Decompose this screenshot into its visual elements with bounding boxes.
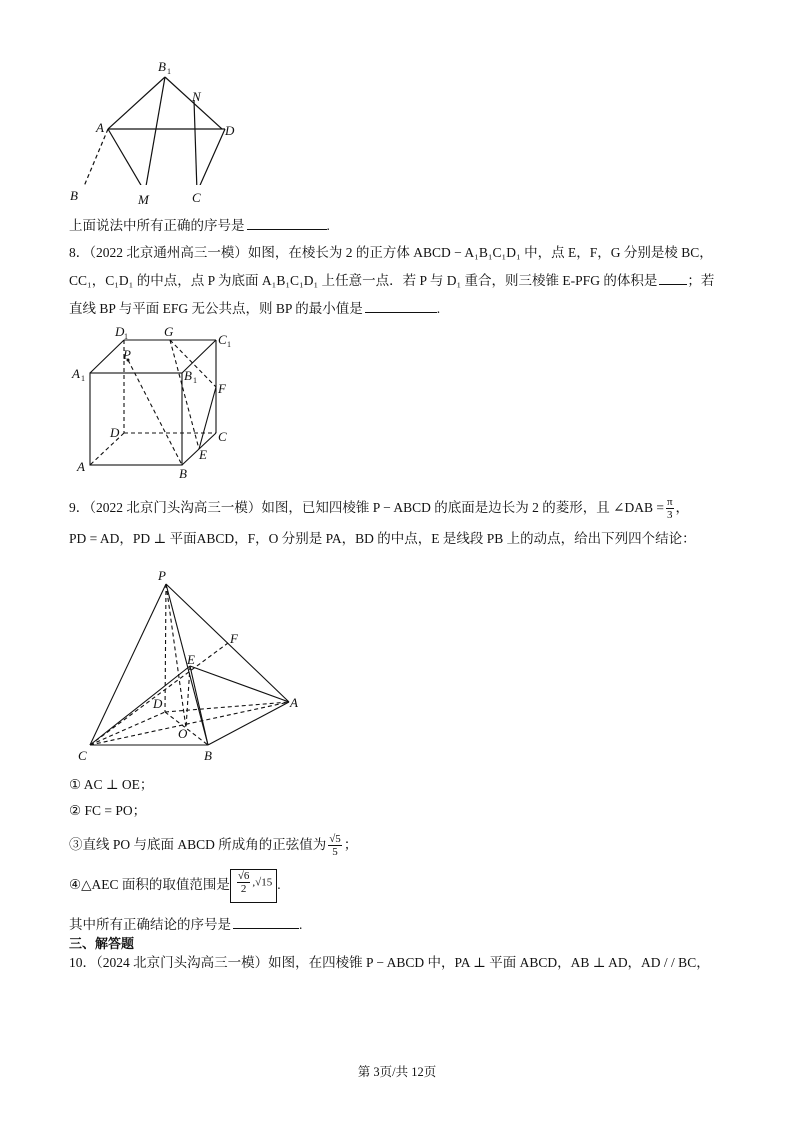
figure-q7-bottom-labels	[60, 180, 260, 210]
label-E: E	[187, 652, 195, 667]
label-M: M	[138, 192, 149, 207]
q9-line-1: 9．（2022 北京门头沟高三一模）如图，已知四棱锥 P − ABCD 的底面是边长为 2 的菱形，且 ∠DAB = $\frac{\pi}{3}$ ，	[69, 496, 689, 522]
label-G: G	[164, 324, 174, 339]
label-P: P	[158, 568, 166, 583]
q9-line-2: PD = AD，PD ⊥ 平面ABCD，F，O 分别是 PA，BD 的中点，E 是线段 PB 上的动点，给出下列四个结论：	[69, 531, 696, 546]
section-heading: 三、解答题	[69, 936, 135, 951]
label-A1: A	[72, 366, 80, 381]
label-B: B	[204, 748, 212, 763]
label-C: C	[78, 748, 87, 763]
fraction-sqrt5-over-5: $\frac{√5}{5}$	[329, 833, 341, 859]
q9-answer-blank[interactable]	[233, 916, 299, 929]
fraction-sqrt6-over-2: $\frac{√6}{2}$	[237, 869, 250, 895]
label-C1: C	[218, 332, 227, 347]
page-footer: 第 3页/共 12页	[357, 1065, 437, 1079]
label-C: C	[218, 429, 227, 444]
label-A: A	[290, 695, 298, 710]
label-D1: D	[115, 324, 125, 339]
q9-conclusion-3: ③直线 PO 与底面 ABCD 所成角的正弦值为 $\frac{√5}{5}$ ；	[69, 833, 358, 859]
q9-conclusion-4: ④△AEC 面积的取值范围是 $\frac{√6}{2}$ ,√15 .	[69, 866, 281, 904]
label-P: P	[123, 347, 131, 362]
interval-bracket: $\frac{√6}{2}$ ,√15	[230, 869, 277, 903]
label-B: B	[70, 188, 78, 203]
label-D: D	[225, 123, 235, 138]
label-B1-sub: 1	[167, 67, 171, 76]
label-B1: B	[158, 59, 166, 74]
label-D1-sub: 1	[124, 332, 128, 341]
label-A: A	[96, 120, 104, 135]
q7-answer-blank[interactable]	[247, 217, 327, 230]
q8-line-2: CC₁，C₁D₁ 的中点，点 P 为底面 A₁B₁C₁D₁ 上任意一点．若 P 与 D₁ 重合，则三棱锥 E-PFG 的体积是 ；若	[69, 273, 715, 288]
figure-q8-cube	[60, 322, 260, 482]
label-B1: B	[184, 368, 192, 383]
label-F: F	[218, 381, 226, 396]
q7-answer-line: 上面说法中所有正确的序号是 .	[69, 218, 330, 233]
q8-line-3: 直线 BP 与平面 EFG 无公共点，则 BP 的最小值是 .	[69, 301, 441, 316]
label-B1-sub: 1	[193, 376, 197, 385]
label-E: E	[199, 447, 207, 462]
label-O: O	[178, 726, 188, 741]
q8-volume-blank[interactable]	[659, 272, 687, 285]
q9-answer-line: 其中所有正确结论的序号是 .	[69, 917, 303, 932]
label-C: C	[192, 190, 201, 205]
q8-min-blank[interactable]	[365, 300, 437, 313]
figure-q9-pyramid	[70, 566, 320, 766]
label-A: A	[77, 459, 85, 474]
q9-conclusion-2: ② FC = PO；	[69, 803, 147, 818]
label-C1-sub: 1	[227, 340, 231, 349]
label-D: D	[110, 425, 120, 440]
figure-q7-pentagon	[60, 55, 260, 185]
label-N: N	[192, 89, 201, 104]
label-A1-sub: 1	[81, 374, 85, 383]
q9-conclusion-1: ① AC ⊥ OE；	[69, 777, 154, 792]
fraction-pi-over-3: $\frac{\pi}{3}$	[666, 496, 673, 522]
label-F: F	[230, 631, 238, 646]
q10-line-1: 10．（2024 北京门头沟高三一模）如图，在四棱锥 P − ABCD 中，PA ⊥ 平面 ABCD，AB ⊥ AD，AD / / BC，	[69, 955, 710, 970]
label-D: D	[153, 696, 163, 711]
label-B: B	[179, 466, 187, 481]
q8-line-1: 8．（2022 北京通州高三一模）如图，在棱长为 2 的正方体 ABCD − A₁B₁C₁D₁ 中，点 E，F，G 分别是棱 BC，	[69, 245, 713, 260]
